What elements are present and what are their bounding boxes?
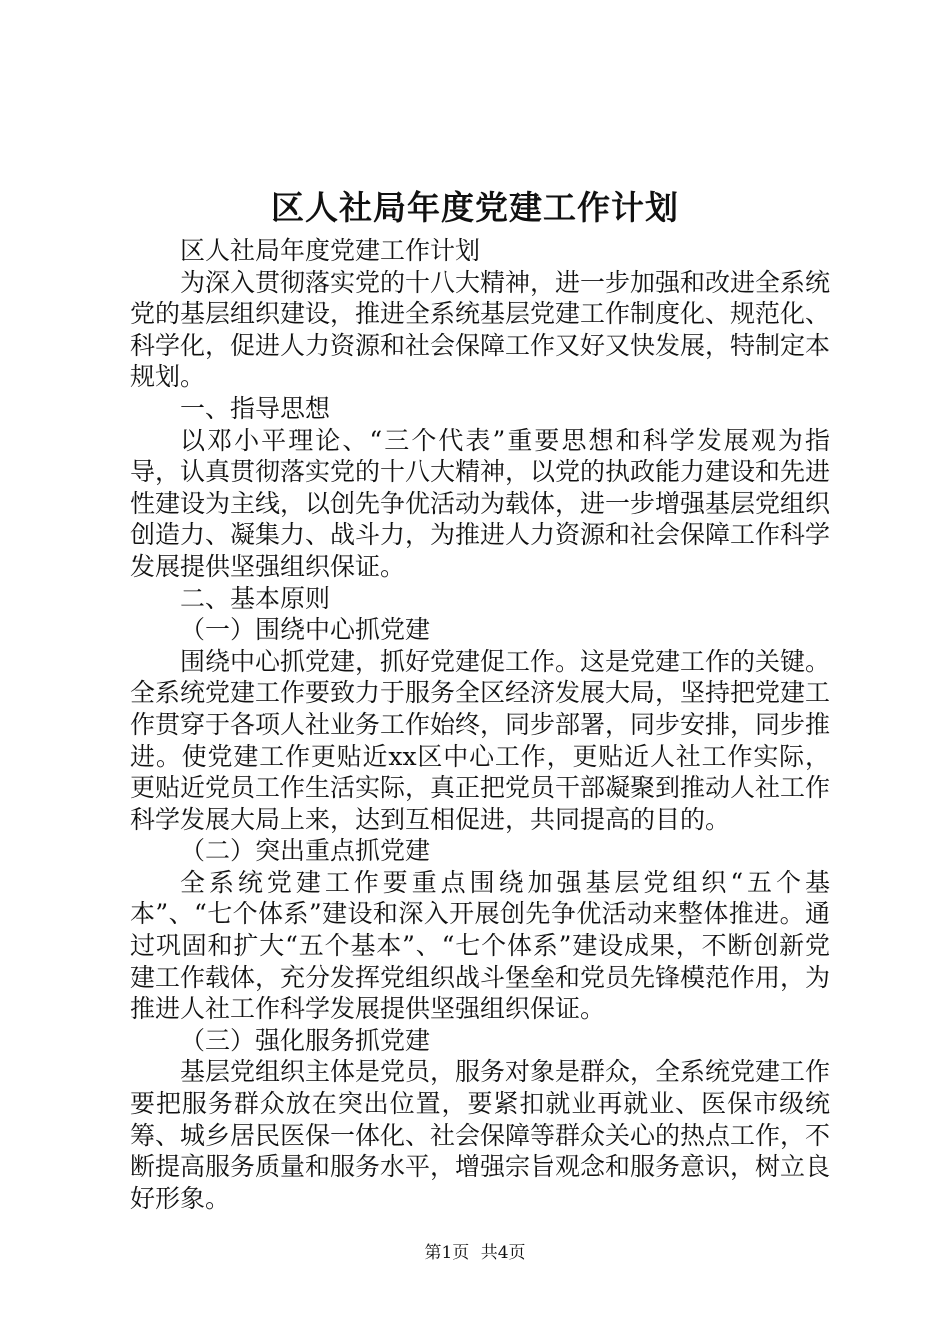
section-heading-basic-principles: 二、基本原则	[180, 583, 331, 613]
subsection-heading-1: （一）围绕中心抓党建	[180, 615, 431, 645]
paragraph-principle-1: 围绕中心抓党建，抓好党建促工作。这是党建工作的关键。全系统党建工作要致力于服务全区经济发展大局，坚持把党建工作贯穿于各项人社业务工作始终，同步部署，同步安排，同步推进。使党建工作更贴近xx区中心工作，更贴近人社工作实际，更贴近党员工作生活实际，真正把党员干部凝聚到推动人社工作科学发展大局上来，达到互相促进，共同提高的目的。	[130, 646, 831, 834]
paragraph-intro: 为深入贯彻落实党的十八大精神，进一步加强和改进全系统党的基层组织建设，推进全系统基层党建工作制度化、规范化、科学化，促进人力资源和社会保障工作又好又快发展，特制定本规划。	[130, 267, 831, 392]
subsection-heading-2: （二）突出重点抓党建	[180, 836, 431, 866]
paragraph-principle-3: 基层党组织主体是党员，服务对象是群众，全系统党建工作要把服务群众放在突出位置，要紧扣就业再就业、医保市级统筹、城乡居民医保一体化、社会保障等群众关心的热点工作，不断提高服务质量和服务水平，增强宗旨观念和服务意识，树立良好形象。	[130, 1057, 831, 1213]
paragraph-guiding-ideology: 以邓小平理论、“三个代表”重要思想和科学发展观为指导，认真贯彻落实党的十八大精神，以党的执政能力建设和先进性建设为主线，以创先争优活动为载体，进一步增强基层党组织创造力、凝集力、战斗力，为推进人力资源和社会保障工作科学发展提供坚强组织保证。	[130, 425, 831, 581]
paragraph-heading: 区人社局年度党建工作计划	[180, 236, 481, 265]
page-footer: 第1页 共4页	[424, 1243, 526, 1263]
subsection-heading-3: （三）强化服务抓党建	[180, 1025, 431, 1055]
section-heading-guiding-ideology: 一、指导思想	[180, 393, 331, 423]
paragraph-principle-2: 全系统党建工作要重点围绕加强基层党组织“五个基本”、“七个体系”建设和深入开展创先争优活动来整体推进。通过巩固和扩大“五个基本”、“七个体系”建设成果，不断创新党建工作载体，充分发挥党组织战斗堡垒和党员先锋模范作用，为推进人社工作科学发展提供坚强组织保证。	[130, 867, 831, 1024]
document-body	[130, 235, 830, 1214]
document-title: 区人社局年度党建工作计划	[271, 188, 679, 227]
